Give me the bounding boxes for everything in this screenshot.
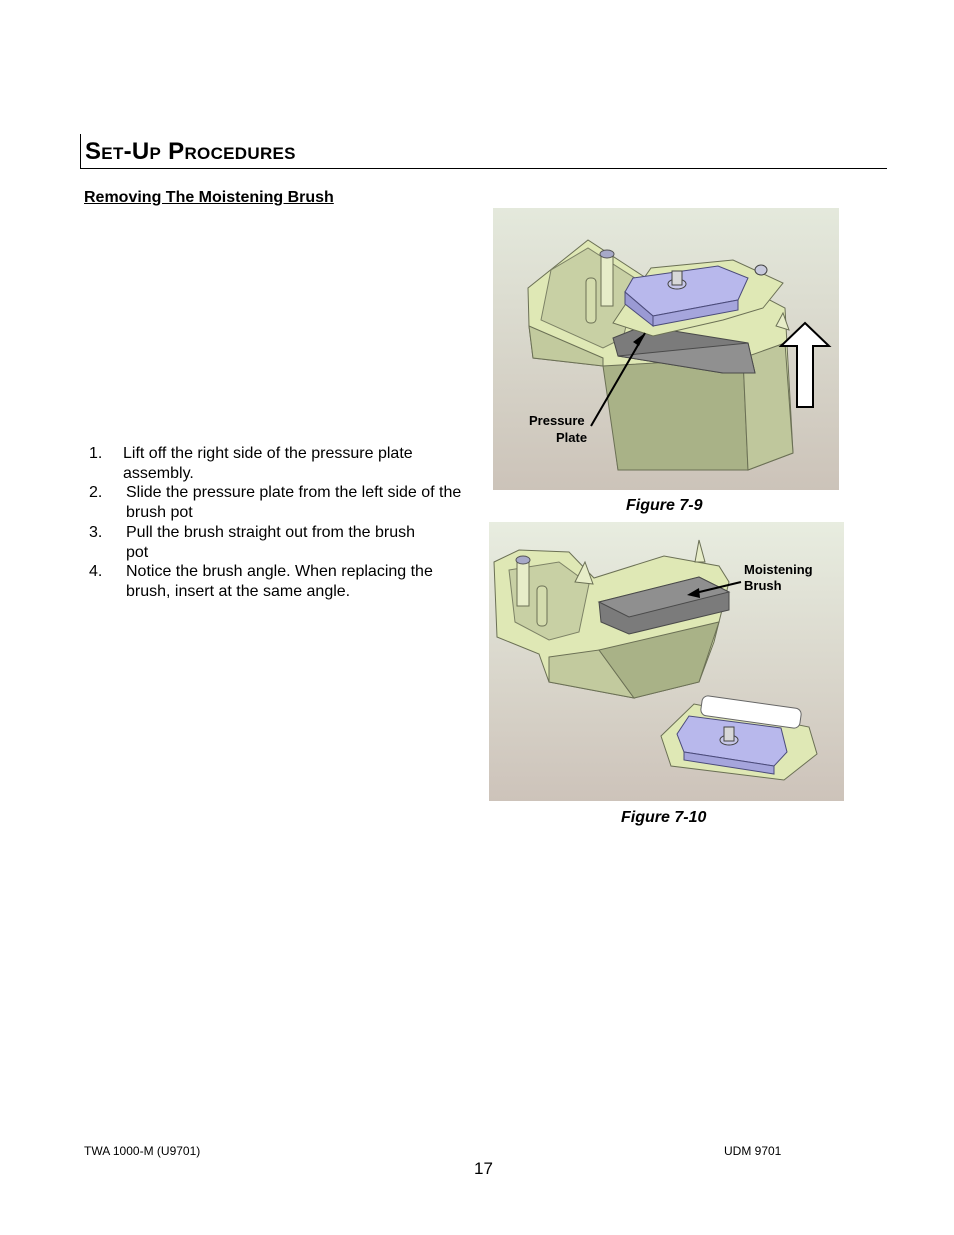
step-text: Slide the pressure plate from the left side of the brush pot — [126, 484, 462, 521]
step-number: 1. — [89, 445, 103, 462]
moistening-brush-callout-line1: Moistening — [744, 562, 813, 577]
figure-7-10-caption: Figure 7-10 — [621, 809, 707, 826]
moistening-brush-callout-line2: Brush — [744, 578, 782, 593]
subheading: Removing The Moistening Brush — [84, 189, 334, 206]
step-text: Lift off the right side of the pressure plate assembly. — [123, 445, 413, 482]
figure-7-9-caption: Figure 7-9 — [626, 497, 703, 514]
step-text: Pull the brush straight out from the brush pot — [126, 524, 416, 561]
figure-7-10-image — [489, 522, 844, 801]
page-number: 17 — [474, 1159, 493, 1178]
section-title: Set-Up Procedures — [85, 138, 296, 165]
pressure-plate-callout-line1: Pressure — [529, 413, 585, 428]
figure-7-9-image — [493, 208, 839, 490]
footer-document-id: TWA 1000-M (U9701) — [84, 1144, 201, 1158]
pressure-plate-callout-line2: Plate — [556, 430, 588, 445]
section-title-bar — [80, 134, 887, 169]
footer-model: UDM 9701 — [724, 1144, 782, 1158]
step-number: 4. — [89, 563, 103, 580]
step-number: 2. — [89, 484, 103, 501]
step-number: 3. — [89, 524, 103, 541]
step-text: Notice the brush angle. When replacing the brush, insert at the same angle. — [126, 563, 433, 600]
